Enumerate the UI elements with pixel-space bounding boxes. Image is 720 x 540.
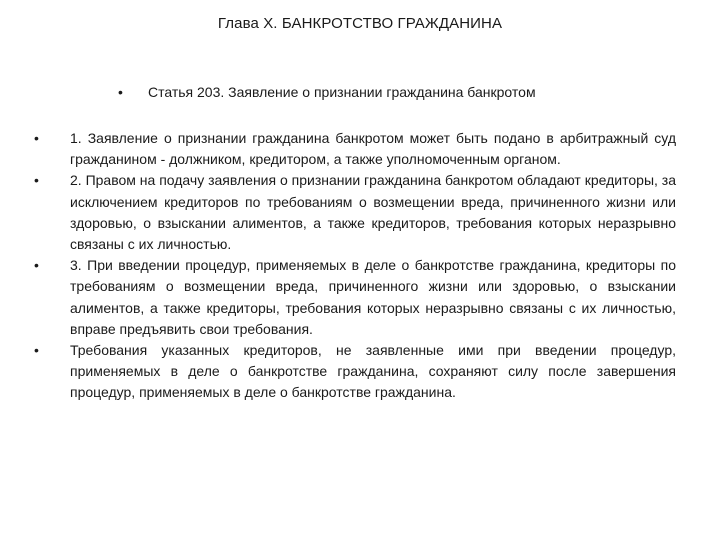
list-item-text: 3. При введении процедур, применяемых в деле о банкротстве гражданина, кредиторы по требованиям о возмещении вреда, причиненного жизни или здоровью, о взыскании алиментов, а также кредиторы, требования которых неразрывно связаны с их личностью, вправе предъявить свои требования.: [70, 257, 676, 337]
list-item: [34, 255, 676, 340]
list-item-text: 2. Правом на подачу заявления о признании гражданина банкротом обладают кредиторы, за исключением кредиторов по требованиям о возмещении вреда, причиненного жизни или здоровью, о взыскании алиментов, а также кредиторов, требования которых неразрывно связаны с их личностью.: [70, 172, 676, 253]
article-bullet: •: [118, 84, 123, 100]
list-bullet: •: [34, 342, 39, 359]
article-heading-text: Статья 203. Заявление о признании гражданина банкротом: [148, 84, 536, 100]
list-item: [34, 128, 676, 170]
list-item: [34, 170, 676, 255]
article-heading: [118, 82, 536, 102]
list-bullet: •: [34, 172, 39, 189]
list-item-text: 1. Заявление о признании гражданина банкротом может быть подано в арбитражный суд гражданином - должником, кредитором, а также уполномоченным органом.: [70, 130, 676, 168]
page-title: Глава X. БАНКРОТСТВО ГРАЖДАНИНА: [217, 15, 503, 32]
list-item-text: Требования указанных кредиторов, не заявленные ими при введении процедур, применяемых в деле о банкротстве гражданина, сохраняют силу после завершения процедур, применяемых в деле о банкротстве гражданина.: [70, 342, 676, 401]
list-bullet: •: [34, 257, 39, 274]
paragraph-list: [34, 128, 676, 404]
list-item: [34, 340, 676, 404]
list-bullet: •: [34, 130, 39, 146]
